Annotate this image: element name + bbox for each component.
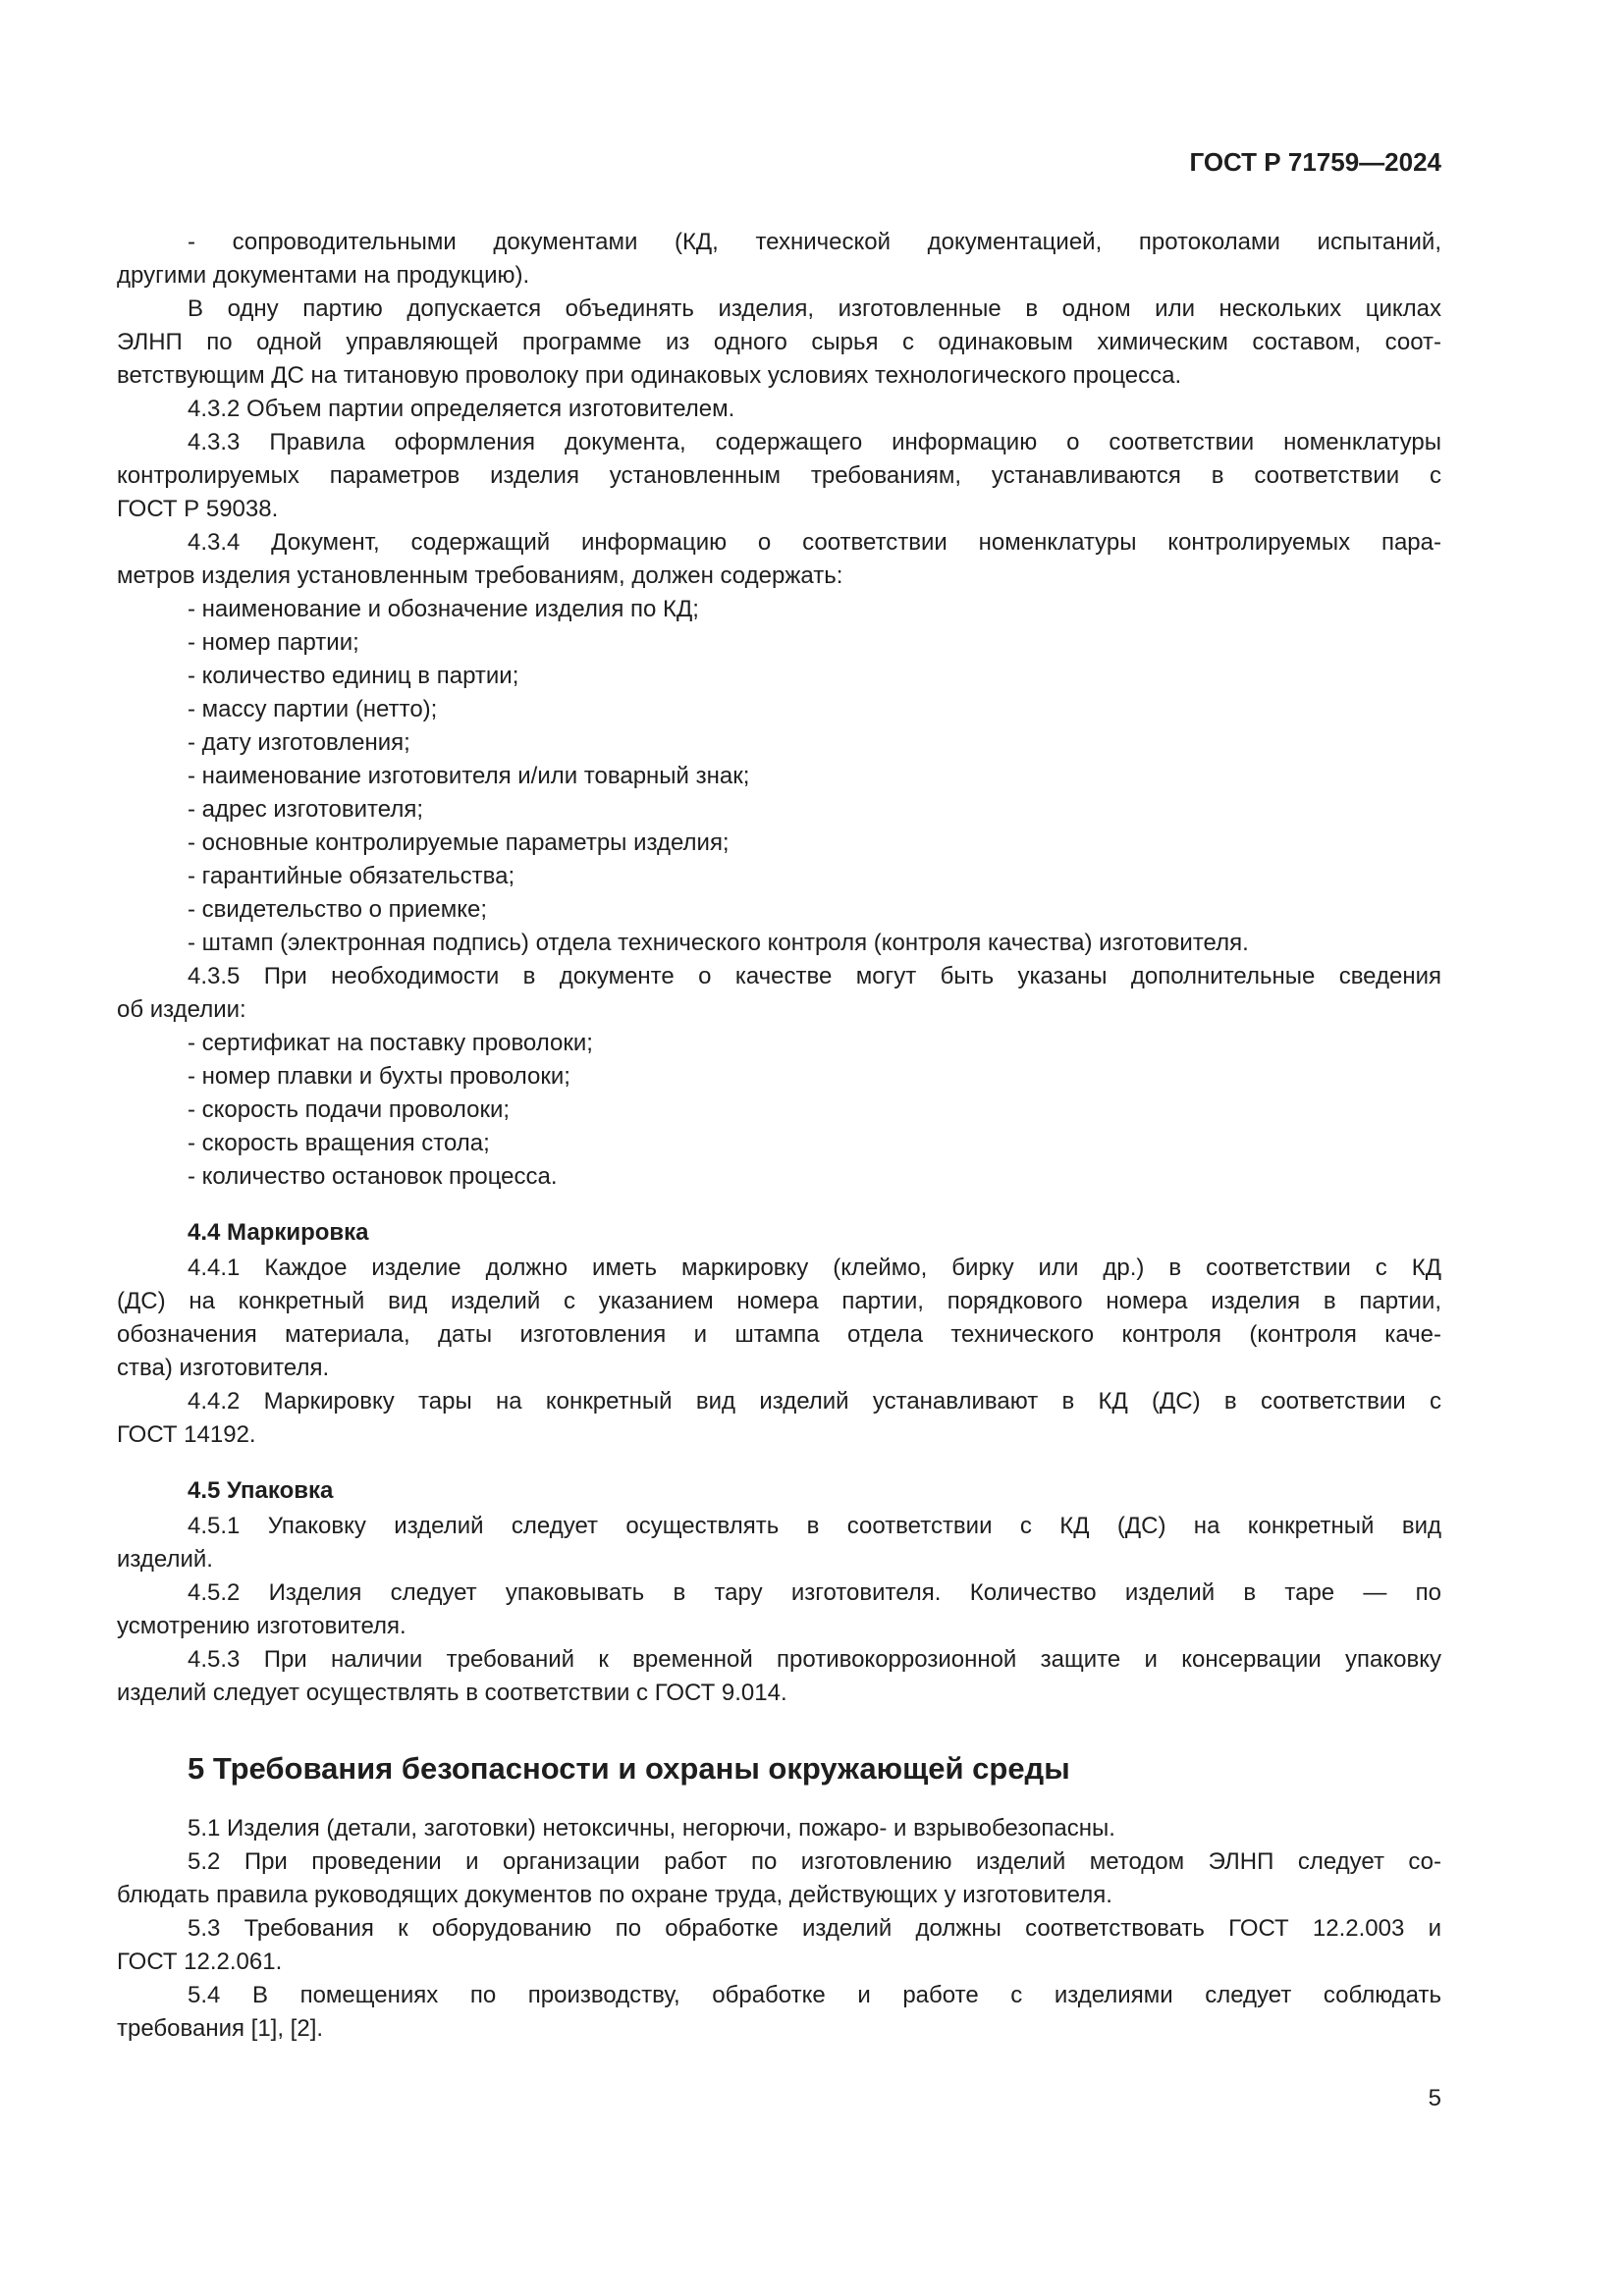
text-line: - сопроводительными документами (КД, технической документацией, протоколами испытаний, — [188, 229, 1441, 255]
paragraph — [117, 1060, 1441, 1094]
paragraph — [117, 760, 1441, 793]
paragraph — [117, 960, 1441, 1027]
text-line: - количество остановок процесса. — [188, 1163, 558, 1190]
text-line: - номер плавки и бухты проволоки; — [188, 1063, 570, 1090]
text-line: - наименование и обозначение изделия по КД; — [188, 596, 699, 622]
text-line: ства) изготовителя. — [117, 1355, 330, 1381]
text-line: изделий следует осуществлять в соответствии с ГОСТ 9.014. — [117, 1680, 787, 1706]
text-line: - адрес изготовителя; — [188, 796, 423, 823]
text-line: 4.3.4 Документ, содержащий информацию о соответствии номенклатуры контролируемых пара- — [188, 529, 1441, 556]
paragraph — [117, 927, 1441, 960]
text-line: - количество единиц в партии; — [188, 663, 519, 689]
text-line: 4.4.1 Каждое изделие должно иметь маркировку (клеймо, бирку или др.) в соответствии с КД — [188, 1255, 1441, 1281]
subsection-heading: 4.5 Упаковка — [188, 1477, 334, 1504]
document-designation: ГОСТ Р 71759—2024 — [1189, 147, 1441, 177]
text-line: 4.3.2 Объем партии определяется изготовителем. — [188, 396, 735, 422]
text-line: ЭЛНП по одной управляющей программе из одного сырья с одинаковым химическим составом, соот- — [117, 329, 1441, 355]
paragraph — [117, 1127, 1441, 1160]
text-line: об изделии: — [117, 996, 246, 1023]
paragraph — [117, 726, 1441, 760]
paragraph — [117, 1094, 1441, 1127]
text-line: ГОСТ Р 59038. — [117, 496, 279, 522]
text-line: - номер партии; — [188, 629, 359, 656]
paragraph — [117, 1510, 1441, 1576]
text-line: обозначения материала, даты изготовления и штампа отдела технического контроля (контроля каче- — [117, 1321, 1441, 1348]
paragraph — [117, 426, 1441, 526]
paragraph — [117, 1643, 1441, 1710]
text-line: - сертификат на поставку проволоки; — [188, 1030, 593, 1056]
text-line: 5.3 Требования к оборудованию по обработке изделий должны соответствовать ГОСТ 12.2.003 и — [188, 1915, 1441, 1942]
paragraph — [117, 1576, 1441, 1643]
text-line: ГОСТ 14192. — [117, 1421, 256, 1448]
text-line: - скорость подачи проволоки; — [188, 1096, 511, 1123]
text-line: блюдать правила руководящих документов по охране труда, действующих у изготовителя. — [117, 1882, 1112, 1908]
text-line: - основные контролируемые параметры изделия; — [188, 829, 730, 856]
paragraph — [117, 626, 1441, 660]
text-line: - свидетельство о приемке; — [188, 896, 488, 923]
text-line: - дату изготовления; — [188, 729, 410, 756]
subsection-heading: 4.4 Маркировка — [188, 1219, 369, 1246]
text-line: 5.1 Изделия (детали, заготовки) нетоксичны, негорючи, пожаро- и взрывобезопасны. — [188, 1815, 1115, 1842]
text-line: 4.5.3 При наличии требований к временной противокоррозионной защите и консервации упаковку — [188, 1646, 1441, 1673]
paragraph — [117, 693, 1441, 726]
text-line: изделий. — [117, 1546, 213, 1573]
paragraph — [117, 1812, 1441, 1845]
paragraph — [117, 660, 1441, 693]
paragraph — [117, 393, 1441, 426]
text-line: другими документами на продукцию). — [117, 262, 530, 289]
text-line: 5.2 При проведении и организации работ по изготовлению изделий методом ЭЛНП следует со- — [188, 1848, 1441, 1875]
text-line: 4.5.2 Изделия следует упаковывать в тару изготовителя. Количество изделий в таре — по — [188, 1579, 1441, 1606]
paragraph — [117, 893, 1441, 927]
paragraph — [117, 1912, 1441, 1979]
paragraph — [117, 1845, 1441, 1912]
text-line: - массу партии (нетто); — [188, 696, 438, 722]
page-number: 5 — [1428, 2085, 1441, 2111]
paragraph — [117, 526, 1441, 593]
paragraph — [117, 1252, 1441, 1385]
paragraph — [117, 827, 1441, 860]
document-body — [117, 226, 1441, 2046]
text-line: - скорость вращения стола; — [188, 1130, 490, 1156]
text-line: 4.3.5 При необходимости в документе о качестве могут быть указаны дополнительные сведения — [188, 963, 1441, 989]
paragraph — [117, 793, 1441, 827]
text-line: 4.4.2 Маркировку тары на конкретный вид изделий устанавливают в КД (ДС) в соответствии с — [188, 1388, 1441, 1415]
section-heading: 5 Требования безопасности и охраны окружающей среды — [188, 1751, 1070, 1786]
paragraph — [117, 293, 1441, 393]
text-line: - наименование изготовителя и/или товарный знак; — [188, 763, 750, 789]
paragraph — [117, 1385, 1441, 1452]
paragraph — [117, 226, 1441, 293]
text-line: - штамп (электронная подпись) отдела технического контроля (контроля качества) изготовителя. — [188, 930, 1249, 956]
paragraph — [117, 860, 1441, 893]
paragraph — [117, 593, 1441, 626]
text-line: ГОСТ 12.2.061. — [117, 1949, 283, 1975]
text-line: 5.4 В помещениях по производству, обработке и работе с изделиями следует соблюдать — [188, 1982, 1441, 2008]
text-line: ветствующим ДС на титановую проволоку при одинаковых условиях технологического процесса. — [117, 362, 1182, 389]
text-line: 4.5.1 Упаковку изделий следует осуществлять в соответствии с КД (ДС) на конкретный вид — [188, 1513, 1441, 1539]
text-line: В одну партию допускается объединять изделия, изготовленные в одном или нескольких циклах — [188, 295, 1441, 322]
text-line: (ДС) на конкретный вид изделий с указанием номера партии, порядкового номера изделия в партии, — [117, 1288, 1441, 1314]
paragraph — [117, 1979, 1441, 2046]
text-line: 4.3.3 Правила оформления документа, содержащего информацию о соответствии номенклатуры — [188, 429, 1441, 455]
text-line: контролируемых параметров изделия установленным требованиям, устанавливаются в соответствии с — [117, 462, 1441, 489]
text-line: метров изделия установленным требованиям, должен содержать: — [117, 562, 843, 589]
text-line: требования [1], [2]. — [117, 2015, 324, 2042]
text-line: усмотрению изготовителя. — [117, 1613, 406, 1639]
paragraph — [117, 1027, 1441, 1060]
paragraph — [117, 1160, 1441, 1194]
text-line: - гарантийные обязательства; — [188, 863, 515, 889]
